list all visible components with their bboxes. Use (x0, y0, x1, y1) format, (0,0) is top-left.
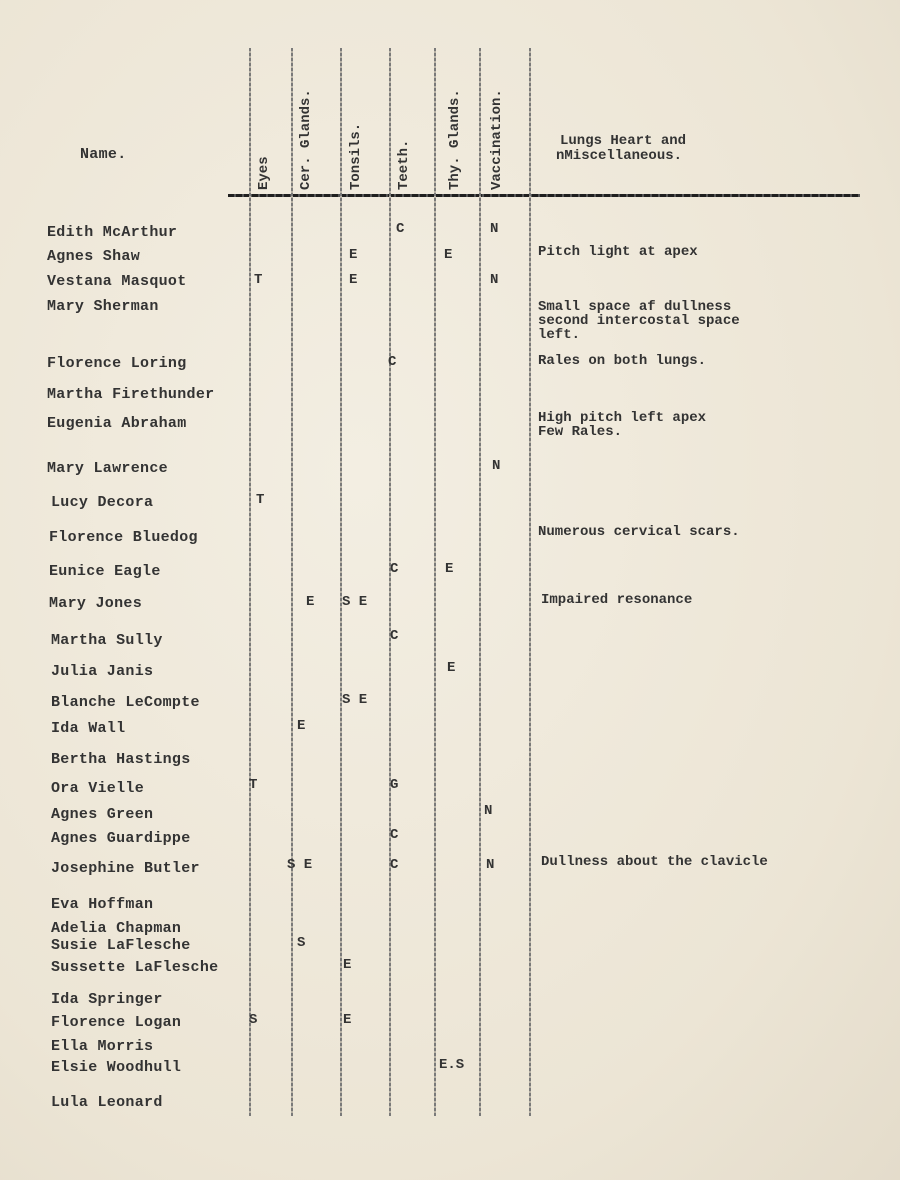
tonsils-mark: E (349, 247, 358, 263)
column-header-teeth: Teeth. (396, 139, 412, 190)
student-name: Vestana Masquot (47, 273, 187, 290)
notes: Numerous cervical scars. (538, 524, 740, 540)
teeth-mark: C (396, 221, 405, 237)
tonsils-mark: E (343, 957, 352, 973)
eyes-mark: T (254, 272, 263, 288)
eyes-mark: S (249, 1012, 258, 1028)
student-name: Florence Loring (47, 355, 187, 372)
column-header-vaccination: Vaccination. (489, 89, 505, 190)
student-name: Adelia Chapman (51, 920, 182, 937)
student-name: Eva Hoffman (51, 896, 154, 913)
eyes-mark: T (249, 777, 258, 793)
vaccination-mark: N (492, 458, 501, 474)
teeth-mark: C (390, 827, 399, 843)
column-divider (340, 48, 342, 1116)
column-divider (291, 48, 293, 1116)
student-name: Edith McArthur (47, 224, 178, 241)
notes: Pitch light at apex (538, 244, 698, 260)
thy-glands-mark: E (445, 561, 454, 577)
student-name: Florence Bluedog (49, 529, 198, 546)
student-name: Ida Wall (51, 720, 126, 737)
column-header-lungs-line1: Lungs Heart and (560, 133, 687, 149)
teeth-mark: C (390, 561, 399, 577)
column-divider (389, 48, 391, 1116)
column-header-thy-glands: Thy. Glands. (447, 89, 463, 190)
teeth-mark: C (388, 354, 397, 370)
tonsils-mark: E (349, 272, 358, 288)
vaccination-mark: N (484, 803, 493, 819)
cer-glands-mark: S E (287, 857, 313, 873)
column-header-eyes: Eyes (256, 156, 272, 190)
student-name: Lucy Decora (51, 494, 154, 511)
student-name: Martha Firethunder (47, 386, 215, 403)
column-header-name: Name. (80, 146, 127, 163)
student-name: Ida Springer (51, 991, 163, 1008)
tonsils-mark: E (343, 1012, 352, 1028)
column-divider (249, 48, 251, 1116)
student-name: Julia Janis (51, 663, 154, 680)
student-name: Bertha Hastings (51, 751, 191, 768)
student-name: Sussette LaFlesche (51, 959, 219, 976)
student-name: Martha Sully (51, 632, 163, 649)
notes: High pitch left apex Few Rales. (538, 410, 707, 440)
thy-glands-mark: E (447, 660, 456, 676)
vaccination-mark: N (490, 272, 499, 288)
notes: Dullness about the clavicle (541, 854, 768, 870)
thy-glands-mark: E (444, 247, 453, 263)
tonsils-mark: S E (342, 594, 368, 610)
column-divider (434, 48, 436, 1116)
cer-glands-mark: E (297, 718, 306, 734)
column-header-lungs-line2: nMiscellaneous. (556, 148, 683, 164)
header-divider (228, 194, 860, 197)
column-divider (529, 48, 531, 1116)
student-name: Mary Lawrence (47, 460, 168, 477)
vaccination-mark: N (486, 857, 495, 873)
student-name: Mary Jones (49, 595, 143, 612)
notes: Impaired resonance (541, 592, 693, 608)
teeth-mark: G (390, 777, 399, 793)
student-name: Elsie Woodhull (51, 1059, 182, 1076)
notes: Small space af dullness second intercostal space left. (538, 299, 740, 343)
student-name: Blanche LeCompte (51, 694, 200, 711)
vaccination-mark: N (490, 221, 499, 237)
student-name: Susie LaFlesche (51, 937, 191, 954)
column-header-tonsils: Tonsils. (348, 122, 364, 190)
notes: Rales on both lungs. (538, 353, 707, 369)
student-name: Ora Vielle (51, 780, 145, 797)
student-name: Eugenia Abraham (47, 415, 187, 432)
teeth-mark: C (390, 857, 399, 873)
student-name: Agnes Green (51, 806, 154, 823)
student-name: Agnes Shaw (47, 248, 141, 265)
student-name: Josephine Butler (51, 860, 200, 877)
student-name: Eunice Eagle (49, 563, 161, 580)
cer-glands-mark: E (306, 594, 315, 610)
tonsils-mark: S E (342, 692, 368, 708)
teeth-mark: C (390, 628, 399, 644)
column-header-cer-glands: Cer. Glands. (298, 89, 314, 190)
column-divider (479, 48, 481, 1116)
student-name: Mary Sherman (47, 298, 159, 315)
student-name: Florence Logan (51, 1014, 182, 1031)
cer-glands-mark: S (297, 935, 306, 951)
student-name: Lula Leonard (51, 1094, 163, 1111)
student-name: Agnes Guardippe (51, 830, 191, 847)
student-name: Ella Morris (51, 1038, 154, 1055)
thy-glands-mark: E.S (439, 1057, 465, 1073)
eyes-mark: T (256, 492, 265, 508)
